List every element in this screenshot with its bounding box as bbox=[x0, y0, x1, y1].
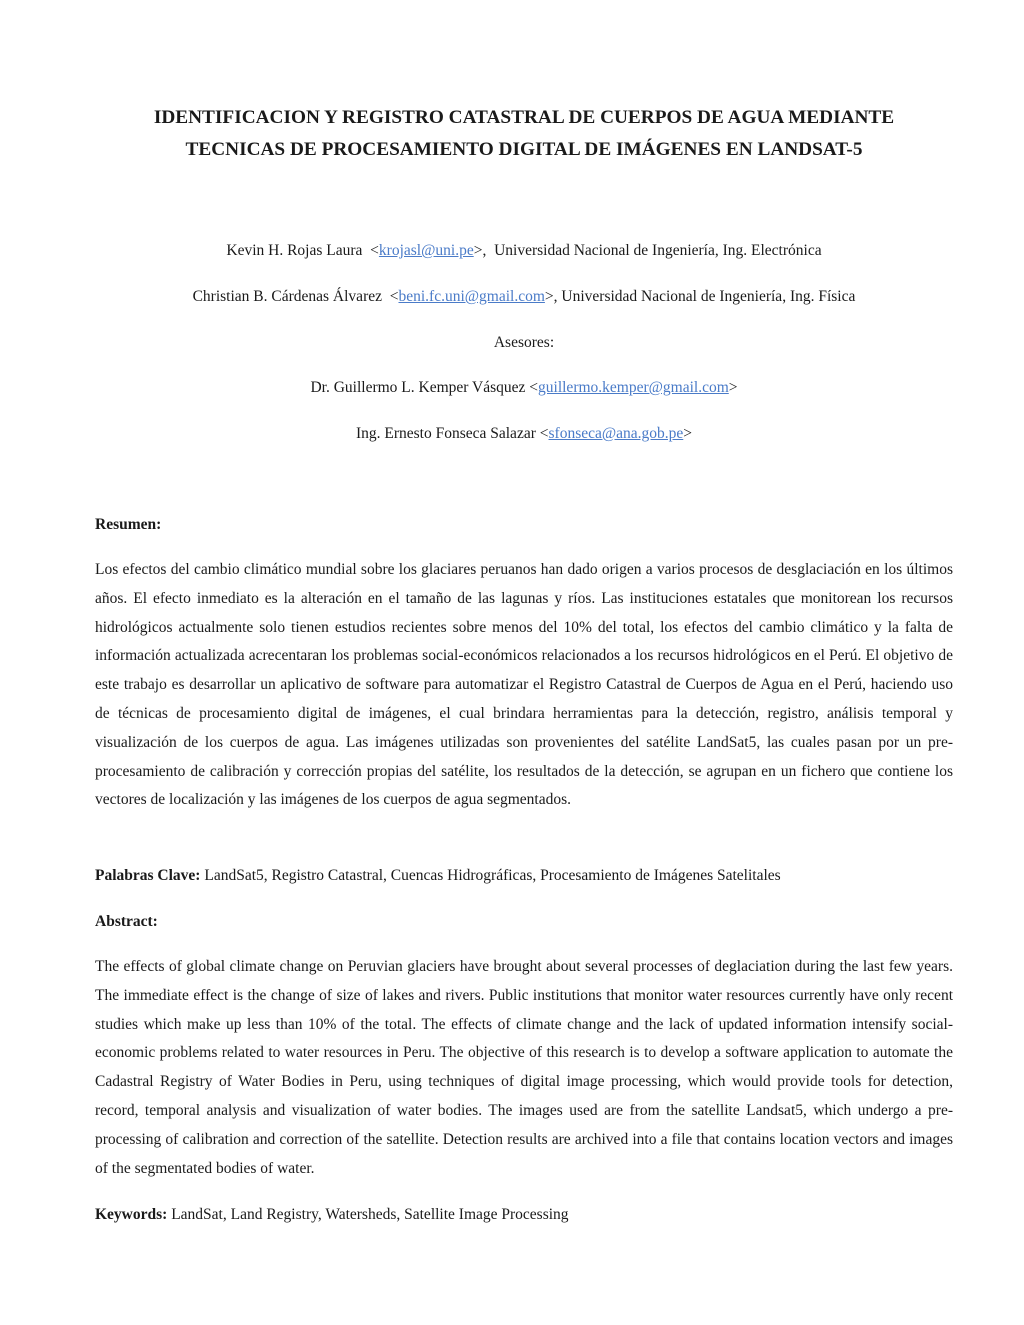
author-2-affiliation: Universidad Nacional de Ingeniería, Ing. Física bbox=[561, 288, 856, 305]
keywords bbox=[95, 1205, 953, 1225]
advisor-1: Dr. Guillermo L. Kemper Vásquez <guillermo.kemper@gmail.com> bbox=[310, 379, 738, 396]
resumen-heading: Resumen: bbox=[95, 516, 162, 533]
author-1-affiliation: Universidad Nacional de Ingeniería, Ing. Electrónica bbox=[494, 242, 822, 259]
advisor-1-name: Dr. Guillermo L. Kemper Vásquez bbox=[310, 379, 526, 396]
title-line-1: IDENTIFICACION Y REGISTRO CATASTRAL DE CUERPOS DE AGUA MEDIANTE bbox=[153, 107, 895, 128]
palabras-clave bbox=[95, 866, 953, 886]
resumen-paragraph: Los efectos del cambio climático mundial sobre los glaciares peruanos han dado origen a varios procesos de desglaciación en los últimos años. El efecto inmediato es la alteración en el tamaño de las lagunas y ríos. Las instituciones estatales que monitorean los recursos hidrológicos actualmente solo tienen estudios recientes sobre menos del 10% del total, los efectos del cambio climático y la falta de información actualizada acrecentaran los problemas social-económicos relacionados a los recursos hidrológicos en el Perú. El objetivo de este trabajo es desarrollar un aplicativo de software para automatizar el Registro Catastral de Cuerpos de Agua en el Perú, haciendo uso de técnicas de procesamiento digital de imágenes, el cual brindara herramientas para la detección, registro, análisis temporal y visualización de los cuerpos de agua. Las imágenes utilizadas son provenientes del satélite LandSat5, las cuales pasan por un pre-procesamiento de calibración y corrección propias del satélite, los resultados de la detección, se agrupan en un fichero que contiene los vectores de localización y las imágenes de los cuerpos de agua segmentados. bbox=[95, 561, 953, 809]
abstract-paragraph: The effects of global climate change on Peruvian glaciers have brought about several processes of deglaciation during the last few years. The immediate effect is the change of size of lakes and rivers. Public institutions that monitor water resources currently have only recent studies which make up less than 10% of the total. The effects of climate change and the lack of updated information intensify social-economic problems related to water resources in Peru. The objective of this research is to develop a software application to automate the Cadastral Registry of Water Bodies in Peru, using techniques of digital image processing, which would provide tools for detection, record, temporal analysis and visualization of water bodies. The images used are from the satellite Landsat5, which undergo a pre-processing of calibration and correction of the satellite. Detection results are archived into a file that contains location vectors and images of the segmentated bodies of water. bbox=[95, 958, 953, 1177]
advisor-2-name: Ing. Ernesto Fonseca Salazar bbox=[355, 425, 536, 442]
keywords-label: Keywords: bbox=[95, 1206, 168, 1223]
advisor-1-email-link[interactable]: guillermo.kemper@gmail.com bbox=[538, 379, 729, 396]
author-2: Christian B. Cárdenas Álvarez <beni.fc.uni@gmail.com>, Universidad Nacional de Ingeniería, Ing. Física bbox=[192, 288, 856, 305]
advisor-2-email-link[interactable]: sfonseca@ana.gob.pe bbox=[548, 425, 684, 442]
advisors-label: Asesores: bbox=[493, 334, 555, 351]
palabras-clave-text: LandSat5, Registro Catastral, Cuencas Hidrográficas, Procesamiento de Imágenes Satelitales bbox=[204, 867, 781, 884]
paper-title bbox=[95, 102, 953, 166]
author-2-name: Christian B. Cárdenas Álvarez bbox=[192, 288, 382, 305]
author-1-name: Kevin H. Rojas Laura bbox=[226, 242, 363, 259]
title-line-2: TECNICAS DE PROCESAMIENTO DIGITAL DE IMÁGENES EN LANDSAT-5 bbox=[185, 139, 863, 160]
author-1-email-link[interactable]: krojasl@uni.pe bbox=[378, 242, 474, 259]
palabras-clave-label: Palabras Clave: bbox=[95, 867, 201, 884]
author-2-email-link[interactable]: beni.fc.uni@gmail.com bbox=[398, 288, 545, 305]
advisor-2: Ing. Ernesto Fonseca Salazar <sfonseca@ana.gob.pe> bbox=[355, 425, 693, 442]
abstract-heading: Abstract: bbox=[95, 913, 158, 930]
keywords-text: LandSat, Land Registry, Watersheds, Satellite Image Processing bbox=[171, 1206, 569, 1223]
author-1: Kevin H. Rojas Laura <krojasl@uni.pe>, Universidad Nacional de Ingeniería, Ing. Electrónica bbox=[226, 242, 822, 259]
